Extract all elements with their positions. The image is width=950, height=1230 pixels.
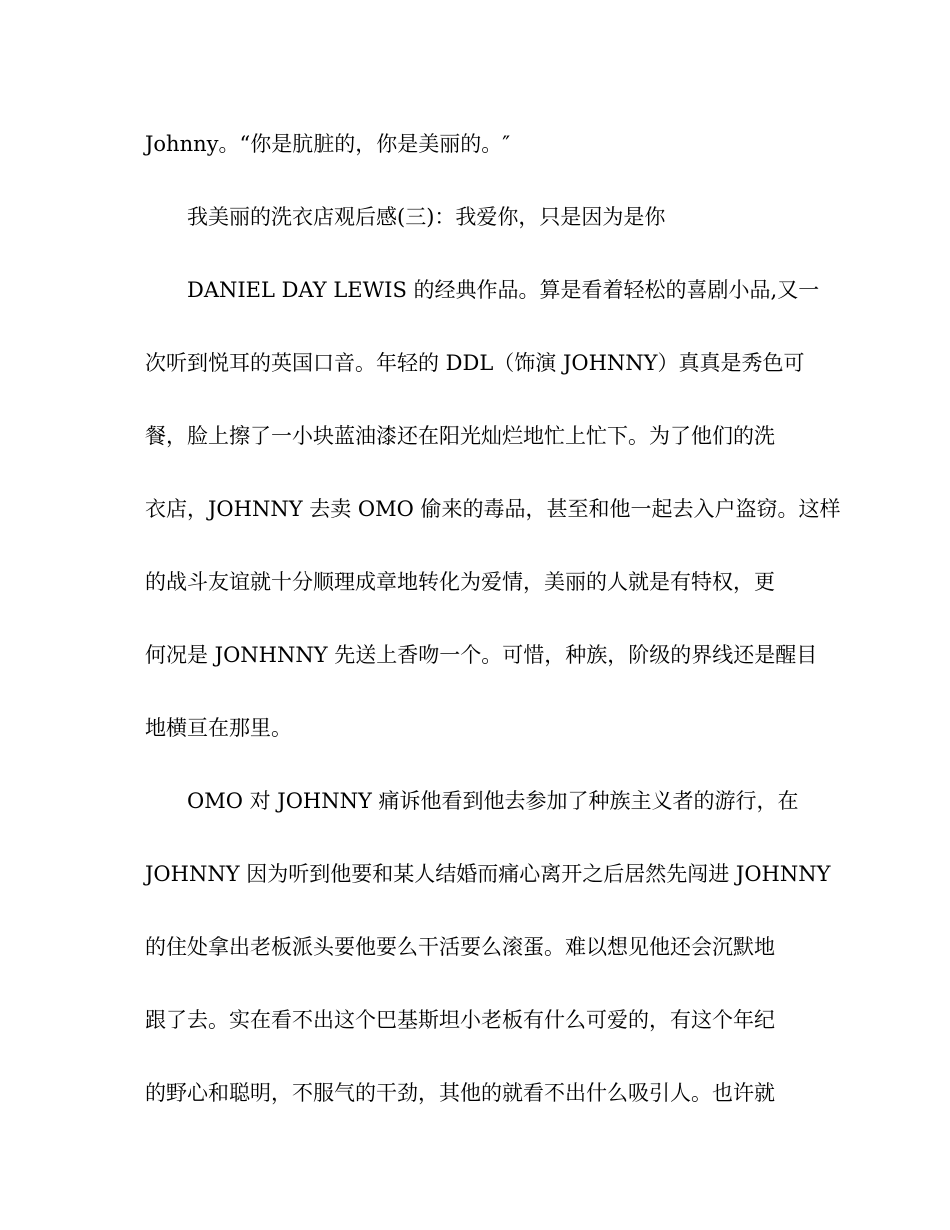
text-line: 的住处拿出老板派头要他要么干活要么滚蛋。难以想见他还会沉默地: [145, 935, 775, 959]
text-line: 跟了去。实在看不出这个巴基斯坦小老板有什么可爱的，有这个年纪: [145, 1008, 775, 1032]
text-line: OMO 对 JOHNNY 痛诉他看到他去参加了种族主义者的游行，在: [187, 789, 799, 813]
text-line: 衣店，JOHNNY 去卖 OMO 偷来的毒品，甚至和他一起去入户盗窃。这样: [145, 497, 841, 521]
text-line: DANIEL DAY LEWIS 的经典作品。算是看着轻松的喜剧小品,又一: [187, 278, 820, 302]
text-line: 餐，脸上擦了一小块蓝油漆还在阳光灿烂地忙上忙下。为了他们的洗: [145, 424, 775, 448]
text-line: Johnny。“你是肮脏的，你是美丽的。″: [145, 132, 511, 156]
text-line: 地横亘在那里。: [145, 716, 292, 740]
text-line: JOHNNY 因为听到他要和某人结婚而痛心离开之后居然先闯进 JOHNNY: [145, 862, 831, 886]
section-heading: 我美丽的洗衣店观后感(三)：我爱你，只是因为是你: [187, 205, 666, 229]
text-line: 何况是 JONHNNY 先送上香吻一个。可惜，种族，阶级的界线还是醒目: [145, 643, 818, 667]
text-line: 的野心和聪明，不服气的干劲，其他的就看不出什么吸引人。也许就: [145, 1081, 775, 1105]
text-line: 次听到悦耳的英国口音。年轻的 DDL（饰演 JOHNNY）真真是秀色可: [145, 351, 805, 375]
text-line: 的战斗友谊就十分顺理成章地转化为爱情，美丽的人就是有特权，更: [145, 570, 775, 594]
